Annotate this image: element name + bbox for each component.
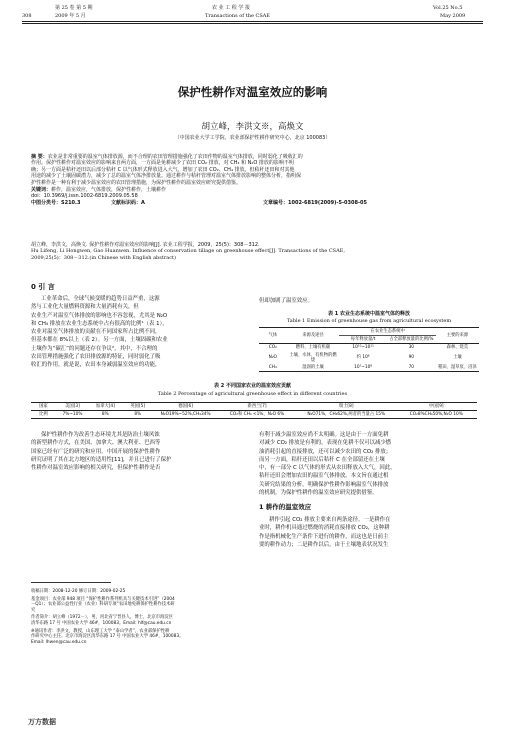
table1 [259,327,479,372]
table2-row-label: 比例 [39,412,48,418]
intro-text [31,295,251,370]
doi: doi：10.3969/j.issn.1002-6819.2009.05.58 [31,193,138,200]
header-journal-cn: 农 业 工 程 学 报 [212,5,250,11]
text-line: 中，有一部分 C 以气体的形式从农田释放入大气，因此， [259,465,396,472]
footnote-line: 清华东路 17 号 中国农业大学 46#，100083。Email: hlf@cau.edu.cn [31,620,172,626]
table1-cell: N₂O [268,355,277,361]
footnote-line: 作研究中心主任。北京市海淀区清华东路 17 号 中国农业大学 46#，100083。 [31,634,184,640]
table2-header: 加拿大[4] [95,404,115,409]
header-rule-2 [22,23,483,24]
text-line: 收汇的作用。就是说，农田本身减弱温室效应的功能， [31,362,161,369]
table1-cell: CO₂ [268,345,277,351]
abstract-line: 确；另一方面是秸秆还田以后部分秸秆 C 以气体形式释放进入大气，增加了农田 CO₂、CH₄ 排放。但秸秆还田和对其他 [31,166,295,173]
header-journal-en: Transactions of the CSAE [205,13,271,19]
table2-cell: 7%~10% [62,412,83,418]
footnote-line: 作者简介：胡立峰（1972－），男，河北省宁晋县人，博士，北京市海淀区 [31,615,173,621]
footnote-line: 收稿日期：2008-12-20 修订日期：2009-02-25 [31,589,126,594]
table1-cell: 70 [408,365,415,371]
document-code: 文献标识码：A [111,199,145,206]
paper-authors: 胡立峰，李洪文※，高焕文 [201,122,304,132]
text-line: 性耕作对温室效应影响的相关研究，但保护性耕作是否 [31,465,161,472]
table1-header: 占全部释放量的比例/% [389,337,434,343]
table2-title-cn: 表 2 不同国家农业的温室效应贡献 [214,383,291,389]
table2-title-en: Table 2 Percentage of agricultural greenhouse effect in different countries [157,391,348,397]
table1-cell: 湿润的土壤 [302,365,324,371]
table1-title-en: Table 1 Emission of greenhouse gas from agricultural ecosystem [286,318,452,324]
footnote-line: ※通讯作者：李洪文，教授，山东理工大学 “泰山学者”，农业部保护性耕 [31,628,170,634]
footnote-line: Email: lhwen@cau.edu.cn [31,639,87,645]
table2-cell: N₂O71%，CH₄62%,两者的当量占 15% [307,412,386,418]
section-heading-tillage: 1 耕作的温室效应 [259,503,312,511]
abstract-line: 用途的减少了土壤固碳潜力，减少了总的温室气体净排放量。通过耕作与秸秆管理对温室气体排放影响的整体分析，指明保 [31,173,302,180]
table1-cell: 30 [408,345,415,351]
table2-header: 美国[3] [65,404,80,409]
header-date-cn: 2009 年 5 月 [55,13,86,19]
table1-group-header: 在农业生态系统中 [339,328,435,336]
keywords-text: 耕作，温室效应，气体排放，保护性耕作，土壤耕作 [51,187,167,194]
text-line: 农田管理措施强化了农田排放源的特征，同时弱化了吸 [31,354,161,361]
text-line: 关研究结果的分析，明确保护性耕作影响温室气体排放 [259,481,389,488]
table1-cell: CH₄ [268,365,277,371]
table1-cell: 10¹⁰~10¹¹ [352,345,374,351]
text-line: 工业革命后，全球气候变暖的趋势日益严重，这源 [41,296,160,302]
text-line: 的新型耕作方式，在美国、加拿大、澳大利亚、巴西等 [31,440,161,447]
text-line: 秸秆还田会增加农田的温室气体排放。本文旨在通过相 [259,473,389,480]
citation-en: 2009,25(5)：308－312.(in Chinese with English abstract) [31,254,176,261]
text-line: 耕作引起 CO₂ 排放主要来自两条途径。一是耕作在 [269,517,391,523]
table2-header: 中国[9] [428,404,444,409]
header-date-en: May 2009 [440,13,466,19]
section-heading-introduction: 0 引 言 [31,283,55,291]
article-number: 文章编号：1002-6819(2009)-5-0308-05 [263,199,367,206]
table2-header: 新西兰[7] [247,404,267,409]
text-line: 和 CH₄ 排放在农业生态系统中占有很高的比例¹（表 1）， [31,320,168,327]
text-line: 土壤作为“碳汇”的问题还存在争议²，其中，不合理的 [31,345,158,352]
table1-header: 主要的来源 [446,333,469,339]
abstract-line: 护性耕作是一种有利于减少温室效应的农田管理措施，为保护性耕作的温室效应研究提供借鉴。 [31,179,242,186]
header-page-number: 308 [22,13,32,19]
table2 [31,402,477,419]
abstract-line: 作用。保护性耕作对温室效应的影响来自两方面，一方面是免耕减少了农田 CO₂ 排放，对 CH₄ 和 N₂O 排放的影响不明 [31,160,294,167]
table2-header: 德国[6] [178,404,193,409]
tillage-text [259,516,479,549]
text-line: 农业生产对温室气体排放的影响也不容忽视，尤其是 N₂O [31,312,168,319]
keywords-label: 关键词： [31,187,52,194]
table1-cell: 10⁷~10⁸ [354,365,373,371]
text-line: 但却加剧了温室效应。 [259,298,313,304]
text-line: 农业对温室气体排放的贡献在不同国家所占比例不同， [31,329,161,336]
table1-title-cn: 表 1 农业生态系统中温室气体的释放 [328,311,410,317]
text-line: 对减少 CO₂ 排放是有利的，表现在免耕不仅可以减少燃 [259,440,392,447]
conservation-tillage-intro [31,431,251,472]
clc-number: 中图分类号：S210.3 [31,199,81,206]
table2-cell: N₂O19%~52%,CH₄34% [160,412,211,418]
text-line: 的机制，为保护性耕作的温室效应研究提供借鉴。 [259,490,378,497]
paper-affiliation: （中国农业大学工学院、农业部保护性耕作研究中心，北京 100083） [174,135,331,141]
footnotes [31,589,253,645]
table1-cell: 森林、烧荒 [446,345,469,351]
table1-header: 气体 [268,333,278,339]
footnote-line: －Q1）；农业部公益性行业（农业）科研专项“农田地免耕保护性耕作技术研 [31,602,175,608]
table2-cell: CO₂和 CH₄ <1%，N₂O 6% [229,412,285,418]
header-rule [22,21,483,22]
table2-header: 英国[5] [130,404,146,409]
citation [31,242,477,261]
text-line: 有利于减少温室效应尚不太明确。这是由于一方面免耕 [259,432,389,438]
table1-cell: 稻田、湿草泵、沼泽 [438,365,477,371]
citation-en: Hu Lifeng, Li Hongwen, Gao Huanwen. Influence of conservation tillage on greenhouse effect[J]. Transactions of the CSAE, [31,248,345,255]
table1-cell: 燃料，土壤有机碳 [295,345,331,351]
text-line: 业时，耕作机具通过燃烧的消耗直接排放 CO₂，这种耕 [259,525,390,532]
greenhouse-uncertainty-text [259,431,479,497]
table2-cell: CO₂8%CH₄50%,N₂O 10% [409,412,463,418]
paper-title: 保护性耕作对温室效应的影响 [177,85,328,99]
table2-cell: 8% [101,412,109,418]
table1-cell: 90 [408,355,415,361]
text-line: 保护性耕作作为改善生态环境尤其是防治土壤风蚀 [41,432,160,438]
table1-cell: 土壤 [453,355,462,361]
table1-cell: 约 10⁶ [356,355,370,361]
text-line: 但基本都在 8%以上（表 2）。另一方面，土壤固碳和农业 [31,337,168,344]
footnote-line: 基金项目：农业部 948 项目 “保护性耕作系列机具与关键技术引进”（2004 [31,596,175,602]
header-volume-en: Vol.25 No.5 [433,5,463,11]
table1-cell: 土壤、水体、有机物的燃烧 [289,352,337,363]
text-line: 然与工业化大量燃料资源和大量消耗有关，但 [31,304,139,311]
citation-cn: 胡立峰，李洪文，高焕文. 保护性耕作对温室效应的影响[J]. 农业工程学报，2009，25(5)：308－312. [31,242,260,248]
text-line: 研究证明了其在北方地区的适用性[11]，并且已进行了保护 [31,456,172,463]
abstract-label: 摘 要： [31,154,48,160]
text-line: 而另一方面，秸秆还田以后秸秆 C 在全部留还在土壤 [259,456,385,463]
text-line: 油消耗引起的直接排放，还可以减少农田的 CO₂ 排放； [259,448,392,455]
table2-header: 国家 [39,404,48,409]
header-volume: 第 25 卷 第 5 期 [55,5,93,11]
table2-header: 瑞士[8] [338,404,354,409]
abstract-line: 农业是非常重要的温室气体排放源，而不合理的农田管理措施强化了农田作物的温室气体排放，同时弱化了吸收汇的 [47,154,303,160]
footnote-rule [31,582,111,583]
table1-header: 每年释放量/t [350,337,376,343]
table2-cell: 8% [134,412,142,418]
text-line: 作是指机械化生产条件下进行的耕作，而这也是日前主 [259,533,389,540]
text-line: 国家已经有广泛的研究和应用。中国开展的保护性耕作 [31,448,161,455]
table1-header: 来源及途径 [302,333,324,339]
abstract [31,154,477,207]
watermark-stamp: 万方数据 [28,718,56,726]
footnote-line: 究 [31,607,36,613]
text-line: 要的耕作动力；二是耕作以后，由于土壤地表状况发生 [259,541,389,548]
